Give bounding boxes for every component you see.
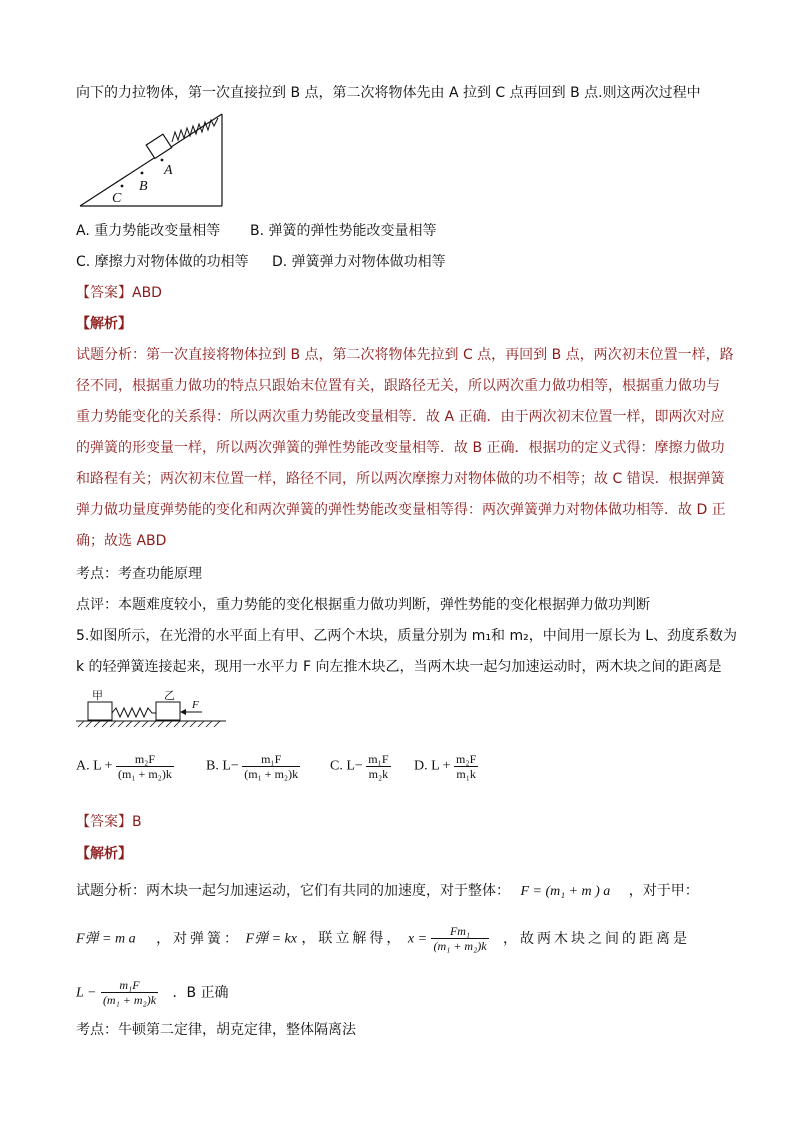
- label-jia: 甲: [92, 689, 103, 702]
- q4-stem: 向下的力拉物体，第一次直接拉到 B 点，第二次将物体先由 A 拉到 C 点再回到 B 点.则这两次过程中: [76, 85, 701, 101]
- equation-spring: F弹 = kx: [245, 931, 297, 947]
- q4-answer: 【答案】ABD: [76, 285, 162, 301]
- q4-kaodian: 考点：考查功能原理: [76, 566, 202, 582]
- q4-analysis-line: 和路程有关；两次初末位置一样，路径不同，所以两次摩擦力对物体做的功不相等；故 C 错误．根据弹簧: [76, 471, 725, 487]
- label-C: C: [112, 191, 122, 206]
- q4-dianping: 点评：本题难度较小，重力势能的变化根据重力做功判断，弹性势能的变化根据弹力做功判断: [76, 597, 650, 613]
- q5-analysis-line3: L − $\frac{\text{m₁F}}{\text{(m₁ + m₂)k}}$ ．B 正确: [76, 978, 229, 1007]
- q4-analysis-heading: 【解析】: [76, 316, 132, 332]
- equation-distance: $\frac{\text{m₁F}}{\text{(m₁ + m₂)k}}$: [102, 978, 157, 1007]
- q5-option-b: B. L− $\frac{\text{m₁F}}{\text{(m₁ + m₂)k}}$: [206, 752, 299, 781]
- q4-option-a: A. 重力势能改变量相等: [76, 223, 221, 239]
- q4-analysis-line: 的弹簧的形变量一样，所以两次弹簧的弹性势能改变量相等．故 B 正确．根据功的定义式得：摩擦力做功: [76, 440, 725, 456]
- q5-option-d: D. L + $\frac{\text{m₂F}}{\text{m₁k}}$: [414, 752, 477, 781]
- q4-option-b: B. 弹簧的弹性势能改变量相等: [250, 223, 437, 239]
- label-yi: 乙: [164, 689, 175, 702]
- q4-analysis-line: 试题分析：第一次直接将物体拉到 B 点，第二次将物体先拉到 C 点，再回到 B 点，两次初末位置一样，路: [76, 347, 734, 363]
- q5-analysis-heading: 【解析】: [76, 846, 132, 862]
- q4-option-d: D. 弹簧弹力对物体做功相等: [272, 254, 446, 270]
- q5-answer: 【答案】B: [76, 814, 142, 830]
- q5-stem-line2: k 的轻弹簧连接起来，现用一水平力 F 向左推木块乙，当两木块一起匀加速运动时，两木块之间的距离是: [76, 659, 722, 675]
- q5-analysis-line2: F弹 = m a ，对弹簧： F弹 = kx ，联立解得， x = $\frac{\text{Fm₁}}{\text{(m₁ + m₂)k}}$ ，故两木块之间的距离是: [76, 924, 691, 953]
- label-A: A: [164, 163, 173, 178]
- q4-analysis-line: 确；故选 ABD: [76, 533, 167, 549]
- q5-stem-line1: 5.如图所示，在光滑的水平面上有甲、乙两个木块，质量分别为 m₁和 m₂，中间用一原长为 L、劲度系数为: [76, 628, 738, 644]
- label-F: F: [192, 699, 199, 711]
- incline-figure: [78, 110, 228, 210]
- q5-option-c: C. L− $\frac{\text{m₁F}}{\text{m₂k}}$: [330, 752, 389, 781]
- equation-x: $\frac{\text{Fm₁}}{\text{(m₁ + m₂)k}}$: [433, 924, 487, 953]
- q5-option-a: A. L + $\frac{\text{m₂F}}{\text{(m₁ + m₂)k}}$: [76, 752, 172, 781]
- q4-option-c: C. 摩擦力对物体做的功相等: [76, 254, 249, 270]
- q4-analysis-line: 径不同，根据重力做功的特点只跟始末位置有关，跟路径无关，所以两次重力做功相等，根据重力做功与: [76, 378, 720, 394]
- q5-kaodian: 考点：牛顿第二定律，胡克定律，整体隔离法: [76, 1022, 356, 1038]
- equation-jia: F弹 = m a: [76, 931, 136, 947]
- q4-analysis-line: 重力势能变化的关系得：所以两次重力势能改变量相等．故 A 正确．由于两次初末位置一样，即两次对应: [76, 409, 725, 425]
- equation-total: F = (m₁ + m ) a: [520, 884, 611, 899]
- q5-analysis-line1: 试题分析：两木块一起匀加速运动，它们有共同的加速度，对于整体： F = (m₁ + m ) a ，对于甲：: [76, 883, 699, 899]
- label-B: B: [139, 179, 148, 194]
- blocks-figure: [76, 686, 226, 734]
- q4-analysis-line: 弹力做功量度弹势能的变化和两次弹簧的弹性势能改变量相等得：两次弹簧弹力对物体做功相等．故 D 正: [76, 502, 726, 518]
